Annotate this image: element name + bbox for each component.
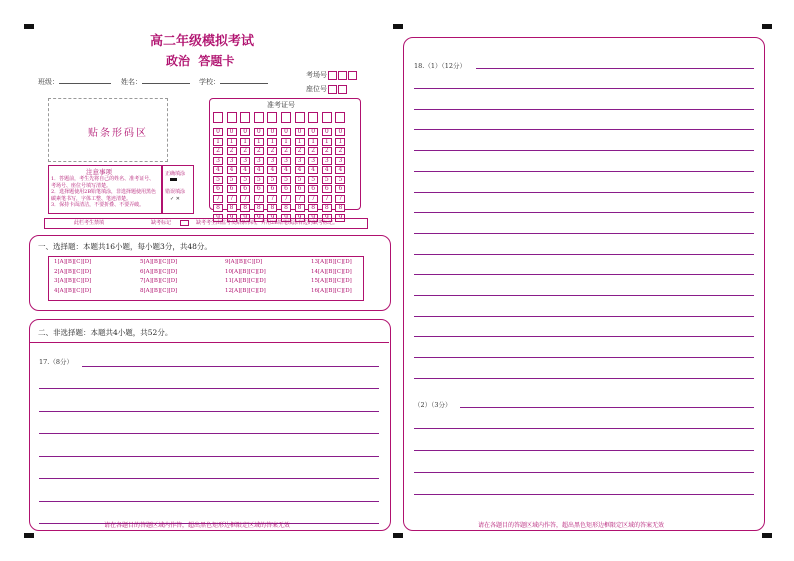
- admission-digit-cell[interactable]: 1: [267, 138, 277, 146]
- admission-header-cell[interactable]: [281, 112, 291, 123]
- choice-item[interactable]: 13[A][B][C][D]: [311, 259, 352, 265]
- answer-line[interactable]: [39, 388, 379, 389]
- admission-digit-cell[interactable]: 2: [322, 147, 332, 155]
- admission-digit-cell[interactable]: 3: [335, 157, 345, 165]
- admission-digit-cell[interactable]: 3: [254, 157, 264, 165]
- admission-digit-cell[interactable]: 9: [240, 214, 250, 222]
- admission-digit-cell[interactable]: 3: [295, 157, 305, 165]
- admission-digit-cell[interactable]: 0: [267, 128, 277, 136]
- admission-digit-cell[interactable]: 9: [335, 214, 345, 222]
- seat-field[interactable]: [306, 84, 347, 94]
- q18-panel: [403, 37, 765, 531]
- admission-header-cell[interactable]: [213, 112, 223, 123]
- answer-line[interactable]: [414, 450, 754, 451]
- notice-line: 1．答题前，考生先将自己的姓名、准考证号、: [51, 176, 155, 182]
- essay-section-title: 二、非选择题：本题共4小题，共52分。: [38, 328, 173, 337]
- q18-label: 18.（1）（12分）: [414, 62, 466, 70]
- admission-digit-cell[interactable]: 6: [308, 185, 318, 193]
- admission-digit-cell[interactable]: 8: [240, 204, 250, 212]
- admission-digit-cell[interactable]: 0: [281, 128, 291, 136]
- admission-digit-cell[interactable]: 4: [281, 166, 291, 174]
- admission-digit-cell[interactable]: 0: [254, 128, 264, 136]
- admission-digit-cell[interactable]: 0: [295, 128, 305, 136]
- admission-digit-cell[interactable]: 3: [322, 157, 332, 165]
- admission-digit-cell[interactable]: 3: [213, 157, 223, 165]
- admission-header-cell[interactable]: [308, 112, 318, 123]
- admission-digit-cell[interactable]: 5: [281, 176, 291, 184]
- notice-line: 3．保持卡面清洁，不要折叠、不要弄破。: [51, 202, 145, 208]
- answer-line[interactable]: [414, 295, 754, 296]
- choice-item[interactable]: 14[A][B][C][D]: [311, 268, 352, 275]
- admission-digit-cell[interactable]: 6: [322, 185, 332, 193]
- answer-line[interactable]: [476, 68, 754, 69]
- admission-digit-cell[interactable]: 1: [240, 138, 250, 146]
- answer-line[interactable]: [414, 336, 754, 337]
- admission-digit-cell[interactable]: 0: [227, 128, 237, 136]
- answer-line[interactable]: [414, 494, 754, 495]
- answer-line[interactable]: [39, 501, 379, 502]
- choice-item[interactable]: 10[A][B][C][D]: [225, 268, 266, 275]
- admission-digit-cell[interactable]: 9: [267, 214, 277, 222]
- admission-digit-cell[interactable]: 8: [254, 204, 264, 212]
- admission-digit-cell[interactable]: 6: [267, 185, 277, 193]
- answer-line[interactable]: [414, 274, 754, 275]
- admission-digit-cell[interactable]: 2: [240, 147, 250, 155]
- admission-digit-cell[interactable]: 7: [281, 195, 291, 203]
- admission-digit-cell[interactable]: 7: [267, 195, 277, 203]
- notice-line: 碳素笔书写，字体工整、笔迹清楚。: [51, 195, 132, 202]
- name-field[interactable]: [121, 77, 190, 87]
- admission-digit-cell[interactable]: 0: [213, 128, 223, 136]
- admission-digit-cell[interactable]: 5: [267, 176, 277, 184]
- admission-digit-cell[interactable]: 2: [267, 147, 277, 155]
- answer-line[interactable]: [39, 478, 379, 479]
- answer-line[interactable]: [39, 411, 379, 412]
- admission-digit-cell[interactable]: 7: [213, 195, 223, 203]
- page-subtitle: 政治 答题卡: [166, 54, 235, 68]
- alignment-mark: [24, 24, 34, 29]
- admission-header-cell[interactable]: [295, 112, 305, 123]
- admission-digit-cell[interactable]: 4: [227, 166, 237, 174]
- exam-room-label: 考场号: [306, 71, 327, 79]
- answer-line[interactable]: [414, 192, 754, 193]
- choice-item[interactable]: 8[A][B][C][D]: [140, 287, 178, 294]
- admission-digit-cell[interactable]: 0: [322, 128, 332, 136]
- admission-digit-cell[interactable]: 8: [335, 204, 345, 212]
- choice-section-title: 一、选择题：本题共16小题，每小题3分，共48分。: [38, 242, 212, 251]
- answer-line[interactable]: [414, 212, 754, 213]
- choice-item[interactable]: 3[A][B][C][D]: [54, 278, 92, 284]
- name-label: 姓名：: [121, 78, 142, 86]
- admission-digit-cell[interactable]: 8: [322, 204, 332, 212]
- choice-item[interactable]: 16[A][B][C][D]: [311, 287, 352, 294]
- admission-digit-cell[interactable]: 9: [213, 214, 223, 222]
- alignment-mark: [24, 533, 34, 538]
- choice-item[interactable]: 15[A][B][C][D]: [311, 278, 352, 284]
- footer-right: 请在各题目的答题区域内作答，超出黑色矩形边框限定区域的答案无效: [478, 522, 665, 529]
- admission-digit-cell[interactable]: 8: [308, 204, 318, 212]
- answer-line[interactable]: [414, 472, 754, 473]
- q18-2-label: （2）（3分）: [414, 401, 452, 409]
- answer-line[interactable]: [414, 428, 754, 429]
- admission-digit-cell[interactable]: 7: [240, 195, 250, 203]
- admission-digit-cell[interactable]: 9: [322, 214, 332, 222]
- choice-item[interactable]: 11[A][B][C][D]: [225, 278, 266, 284]
- answer-line[interactable]: [414, 316, 754, 317]
- answer-line[interactable]: [414, 129, 754, 130]
- admission-digit-cell[interactable]: 1: [254, 138, 264, 146]
- correct-fill-label: 正确填涂: [165, 171, 186, 177]
- admission-digit-cell[interactable]: 0: [240, 128, 250, 136]
- answer-line[interactable]: [414, 171, 754, 172]
- admission-digit-cell[interactable]: 1: [322, 138, 332, 146]
- class-label: 班级：: [38, 78, 59, 86]
- admission-digit-cell[interactable]: 0: [335, 128, 345, 136]
- notice-line: 考场号、座位号填写清楚。: [51, 182, 112, 189]
- admission-digit-cell[interactable]: 0: [308, 128, 318, 136]
- correct-fill-sample: [170, 178, 177, 181]
- absent-text-3: 缺考考生由监考员贴条形码，并用2B铅笔填涂右边的缺考标记。: [196, 220, 338, 226]
- admission-digit-cell[interactable]: 1: [281, 138, 291, 146]
- admission-header-cell[interactable]: [335, 112, 345, 123]
- barcode-label: 贴条形码区: [88, 128, 148, 139]
- school-label: 学校：: [199, 78, 220, 86]
- admission-digit-cell[interactable]: 5: [335, 176, 345, 184]
- notice-line: 2．选择题使用2B铅笔填涂，非选择题使用黑色: [51, 189, 157, 195]
- admission-digit-cell[interactable]: 8: [267, 204, 277, 212]
- admission-digit-cell[interactable]: 8: [295, 204, 305, 212]
- admission-digit-cell[interactable]: 4: [322, 166, 332, 174]
- wrong-fill-sample: ✓ ✕: [170, 196, 180, 202]
- admission-digit-cell[interactable]: 5: [295, 176, 305, 184]
- choice-item[interactable]: 7[A][B][C][D]: [140, 278, 178, 284]
- admission-digit-cell[interactable]: 8: [213, 204, 223, 212]
- admission-digit-cell[interactable]: 4: [295, 166, 305, 174]
- admission-header-cell[interactable]: [322, 112, 332, 123]
- answer-line[interactable]: [414, 88, 754, 89]
- admission-digit-cell[interactable]: 1: [295, 138, 305, 146]
- admission-title: 准考证号: [267, 101, 295, 109]
- admission-digit-cell[interactable]: 5: [322, 176, 332, 184]
- admission-digit-cell[interactable]: 4: [335, 166, 345, 174]
- answer-line[interactable]: [460, 407, 754, 408]
- seat-label: 座位号: [306, 85, 327, 93]
- answer-line[interactable]: [82, 366, 379, 367]
- admission-digit-cell[interactable]: 7: [227, 195, 237, 203]
- admission-digit-cell[interactable]: 2: [227, 147, 237, 155]
- admission-digit-cell[interactable]: 2: [281, 147, 291, 155]
- admission-digit-cell[interactable]: 6: [335, 185, 345, 193]
- admission-digit-cell[interactable]: 6: [254, 185, 264, 193]
- alignment-mark: [393, 24, 403, 29]
- answer-line[interactable]: [414, 378, 754, 379]
- alignment-mark: [393, 533, 403, 538]
- school-field[interactable]: [199, 77, 268, 87]
- admission-digit-cell[interactable]: 6: [295, 185, 305, 193]
- notice-text: [51, 176, 156, 209]
- admission-digit-cell[interactable]: 7: [322, 195, 332, 203]
- choice-item[interactable]: 6[A][B][C][D]: [140, 268, 178, 275]
- class-field[interactable]: [38, 77, 111, 87]
- choice-item[interactable]: 2[A][B][C][D]: [54, 268, 92, 275]
- admission-digit-cell[interactable]: 1: [308, 138, 318, 146]
- admission-digit-cell[interactable]: 2: [254, 147, 264, 155]
- admission-digit-cell[interactable]: 3: [281, 157, 291, 165]
- admission-digit-cell[interactable]: 4: [254, 166, 264, 174]
- admission-digit-cell[interactable]: 7: [295, 195, 305, 203]
- admission-digit-cell[interactable]: 4: [240, 166, 250, 174]
- admission-digit-cell[interactable]: 2: [295, 147, 305, 155]
- q17-box: [30, 342, 389, 521]
- admission-digit-cell[interactable]: 3: [227, 157, 237, 165]
- choice-item[interactable]: 9[A][B][C][D]: [225, 259, 263, 265]
- choice-item[interactable]: 5[A][B][C][D]: [140, 259, 178, 265]
- admission-header-cell[interactable]: [267, 112, 277, 123]
- admission-digit-cell[interactable]: 1: [213, 138, 223, 146]
- page-title: 高二年级模拟考试: [150, 34, 255, 49]
- answer-line[interactable]: [414, 109, 754, 110]
- answer-line[interactable]: [39, 433, 379, 434]
- alignment-mark: [762, 533, 772, 538]
- admission-digit-cell[interactable]: 3: [308, 157, 318, 165]
- q17-label: 17.（8分）: [39, 358, 73, 366]
- answer-line[interactable]: [414, 233, 754, 234]
- alignment-mark: [762, 24, 772, 29]
- admission-header-cell[interactable]: [254, 112, 264, 123]
- admission-header-cell[interactable]: [240, 112, 250, 123]
- admission-digit-cell[interactable]: 6: [281, 185, 291, 193]
- admission-digit-cell[interactable]: 6: [213, 185, 223, 193]
- admission-digit-cell[interactable]: 8: [281, 204, 291, 212]
- admission-digit-cell[interactable]: 9: [295, 214, 305, 222]
- admission-digit-cell[interactable]: 9: [254, 214, 264, 222]
- absent-text-2: 缺考标记: [151, 220, 172, 226]
- admission-digit-cell[interactable]: 6: [227, 185, 237, 193]
- admission-digit-cell[interactable]: 2: [213, 147, 223, 155]
- choice-item[interactable]: 1[A][B][C][D]: [54, 259, 92, 265]
- admission-digit-cell[interactable]: 1: [227, 138, 237, 146]
- admission-digit-cell[interactable]: 8: [227, 204, 237, 212]
- wrong-fill-label: 错误填涂: [165, 189, 186, 195]
- admission-digit-cell[interactable]: 2: [308, 147, 318, 155]
- admission-digit-cell[interactable]: 4: [267, 166, 277, 174]
- admission-digit-cell[interactable]: 9: [227, 214, 237, 222]
- admission-digit-cell[interactable]: 5: [308, 176, 318, 184]
- choice-item[interactable]: 4[A][B][C][D]: [54, 287, 92, 294]
- admission-digit-cell[interactable]: 9: [281, 214, 291, 222]
- footer-left: 请在各题目的答题区域内作答，超出黑色矩形边框限定区域的答案无效: [104, 522, 291, 529]
- admission-header-cell[interactable]: [227, 112, 237, 123]
- admission-digit-cell[interactable]: 6: [240, 185, 250, 193]
- admission-digit-cell[interactable]: 5: [254, 176, 264, 184]
- admission-digit-cell[interactable]: 3: [240, 157, 250, 165]
- admission-digit-cell[interactable]: 7: [254, 195, 264, 203]
- admission-digit-cell[interactable]: 7: [335, 195, 345, 203]
- admission-digit-cell[interactable]: 1: [335, 138, 345, 146]
- notice-title: 注意事项: [86, 168, 112, 176]
- admission-digit-cell[interactable]: 5: [213, 176, 223, 184]
- admission-digit-cell[interactable]: 4: [308, 166, 318, 174]
- admission-digit-cell[interactable]: 3: [267, 157, 277, 165]
- absent-text-1: 此栏考生禁填: [74, 220, 105, 226]
- absent-checkbox[interactable]: [180, 220, 189, 226]
- admission-digit-cell[interactable]: 2: [335, 147, 345, 155]
- admission-digit-cell[interactable]: 4: [213, 166, 223, 174]
- admission-digit-cell[interactable]: 7: [308, 195, 318, 203]
- answer-line[interactable]: [414, 254, 754, 255]
- choice-item[interactable]: 12[A][B][C][D]: [225, 287, 266, 294]
- exam-room-field[interactable]: [306, 70, 357, 80]
- admission-digit-cell[interactable]: 5: [227, 176, 237, 184]
- admission-digit-cell[interactable]: 9: [308, 214, 318, 222]
- admission-digit-cell[interactable]: 5: [240, 176, 250, 184]
- answer-line[interactable]: [414, 150, 754, 151]
- answer-line[interactable]: [39, 456, 379, 457]
- answer-line[interactable]: [414, 357, 754, 358]
